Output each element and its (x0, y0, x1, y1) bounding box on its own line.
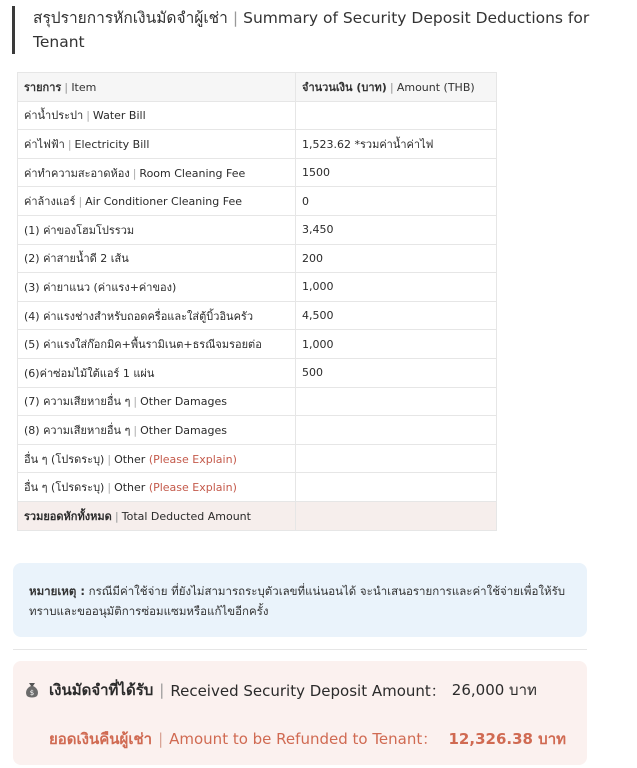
table-row (18, 130, 497, 159)
note-box (13, 563, 587, 637)
item-en: Other (114, 481, 146, 495)
item-separator: | (67, 137, 72, 151)
table-row (18, 444, 497, 473)
table-row (18, 416, 497, 445)
item-explain: (Please Explain) (148, 481, 237, 495)
header-amount (296, 73, 497, 102)
header-separator: | (389, 80, 394, 94)
total-separator: | (114, 509, 119, 523)
item-separator: | (133, 395, 138, 409)
divider (13, 649, 587, 650)
item-cell (18, 101, 296, 130)
amount-cell[interactable] (296, 444, 497, 473)
amount-cell[interactable]: 1,000 (296, 273, 497, 302)
total-label (18, 501, 296, 530)
summary-box (13, 661, 587, 765)
refund-separator: | (158, 730, 164, 748)
header-item-thai: รายการ (24, 80, 62, 94)
deductions-table (17, 72, 497, 531)
table-row (18, 358, 497, 387)
title-thai: สรุปรายการหักเงินมัดจำผู้เช่า (33, 9, 228, 27)
table-row (18, 215, 497, 244)
total-label-thai: รวมยอดหักทั้งหมด (24, 509, 112, 523)
header-item (18, 73, 296, 102)
table-row (18, 158, 497, 187)
received-amount: 26,000 บาท (451, 681, 537, 699)
item-separator: | (107, 452, 112, 466)
item-thai: (3) ค่ายาแนว (ค่าแรง+ค่าของ) (24, 280, 177, 294)
item-thai: อื่น ๆ (โปรดระบุ) (24, 481, 105, 495)
item-en: Air Conditioner Cleaning Fee (85, 195, 243, 209)
header-amount-en: Amount (THB) (396, 80, 475, 94)
received-deposit-line (23, 679, 537, 701)
item-cell (18, 244, 296, 273)
item-cell (18, 387, 296, 416)
svg-text:$: $ (29, 689, 35, 697)
item-cell (18, 444, 296, 473)
table-header-row (18, 73, 497, 102)
item-thai: ค่าล้างแอร์ (24, 195, 76, 209)
refund-thai: ยอดเงินคืนผู้เช่า (49, 730, 153, 748)
amount-cell[interactable]: 1500 (296, 158, 497, 187)
received-en: Received Security Deposit Amount： (170, 681, 446, 700)
amount-cell[interactable] (296, 387, 497, 416)
refund-amount: 12,326.38 บาท (448, 730, 567, 748)
item-en: Other Damages (140, 395, 227, 409)
title-separator: | (232, 9, 239, 27)
item-thai: ค่าน้ำประปา (24, 109, 84, 123)
amount-cell[interactable]: 4,500 (296, 301, 497, 330)
item-thai: (5) ค่าแรงใส่ก๊อกมิค+พื้นรามิเนต+ธรณีจมรอยต่อ (24, 338, 262, 352)
item-thai: (7) ความเสียหายอื่น ๆ (24, 395, 131, 409)
received-separator: | (159, 681, 165, 699)
item-en: Other (114, 452, 146, 466)
item-separator: | (86, 109, 90, 123)
amount-cell[interactable]: 1,523.62 *รวมค่าน้ำค่าไฟ (296, 130, 497, 159)
item-cell (18, 416, 296, 445)
refund-line (49, 727, 566, 751)
item-cell (18, 358, 296, 387)
page-title-block (12, 6, 633, 54)
header-item-en: Item (71, 80, 97, 94)
item-explain: (Please Explain) (148, 452, 237, 466)
amount-cell[interactable]: 200 (296, 244, 497, 273)
amount-cell[interactable]: 3,450 (296, 215, 497, 244)
item-en: Water Bill (92, 109, 146, 123)
note-text: กรณีมีค่าใช้จ่าย ที่ยังไม่สามารถระบุตัวเลขที่แน่นอนได้ จะนำเสนอรายการและค่าใช้จ่ายเพื่อให้รับทราบและขออนุมัติการซ่อมแซมหรือแก้ไขอีกครั้ง (29, 584, 566, 618)
received-thai: เงินมัดจำที่ได้รับ (49, 681, 154, 699)
header-amount-thai: จำนวนเงิน (บาท) (302, 80, 387, 94)
refund-en: Amount to be Refunded to Tenant： (169, 730, 438, 748)
item-separator: | (107, 481, 112, 495)
item-cell (18, 473, 296, 502)
item-thai: ค่าไฟฟ้า (24, 137, 65, 151)
item-thai: (2) ค่าสายน้ำดี 2 เส้น (24, 252, 129, 266)
table-row (18, 187, 497, 216)
amount-cell[interactable]: 1,000 (296, 330, 497, 359)
total-row (18, 501, 497, 530)
table-row (18, 473, 497, 502)
amount-cell[interactable]: 0 (296, 187, 497, 216)
item-thai: (8) ความเสียหายอื่น ๆ (24, 423, 131, 437)
table-row (18, 273, 497, 302)
item-thai: (4) ค่าแรงช่างสำหรับถอดครื่อและใส่ตู้บิ้วอินครัว (24, 309, 254, 323)
item-en: Other Damages (140, 423, 227, 437)
total-amount[interactable] (296, 501, 497, 530)
item-thai: (6)ค่าซ่อมไม้ใต้แอร์ 1 แผ่น (24, 366, 155, 380)
item-separator: | (133, 423, 138, 437)
table-row (18, 101, 497, 130)
item-cell (18, 273, 296, 302)
item-cell (18, 301, 296, 330)
amount-cell[interactable] (296, 101, 497, 130)
item-cell (18, 130, 296, 159)
header-separator: | (64, 80, 69, 94)
item-separator: | (78, 195, 83, 209)
total-label-en: Total Deducted Amount (121, 509, 251, 523)
amount-cell[interactable]: 500 (296, 358, 497, 387)
item-thai: อื่น ๆ (โปรดระบุ) (24, 452, 105, 466)
item-thai: ค่าทำความสะอาดห้อง (24, 166, 130, 180)
item-cell (18, 215, 296, 244)
table-row (18, 301, 497, 330)
item-separator: | (132, 166, 137, 180)
item-cell (18, 158, 296, 187)
table-row (18, 330, 497, 359)
item-cell (18, 187, 296, 216)
note-label: หมายเหตุ : (29, 584, 85, 598)
amount-cell[interactable] (296, 473, 497, 502)
item-en: Room Cleaning Fee (139, 166, 246, 180)
table-row (18, 387, 497, 416)
page-title (33, 6, 633, 54)
money-bag-icon (23, 681, 41, 699)
title-english: Summary of Security Deposit Deductions for Tenant (33, 9, 590, 51)
item-cell (18, 330, 296, 359)
item-en: Electricity Bill (74, 137, 150, 151)
item-thai: (1) ค่าของโฮมโปรรวม (24, 223, 135, 237)
amount-cell[interactable] (296, 416, 497, 445)
table-row (18, 244, 497, 273)
